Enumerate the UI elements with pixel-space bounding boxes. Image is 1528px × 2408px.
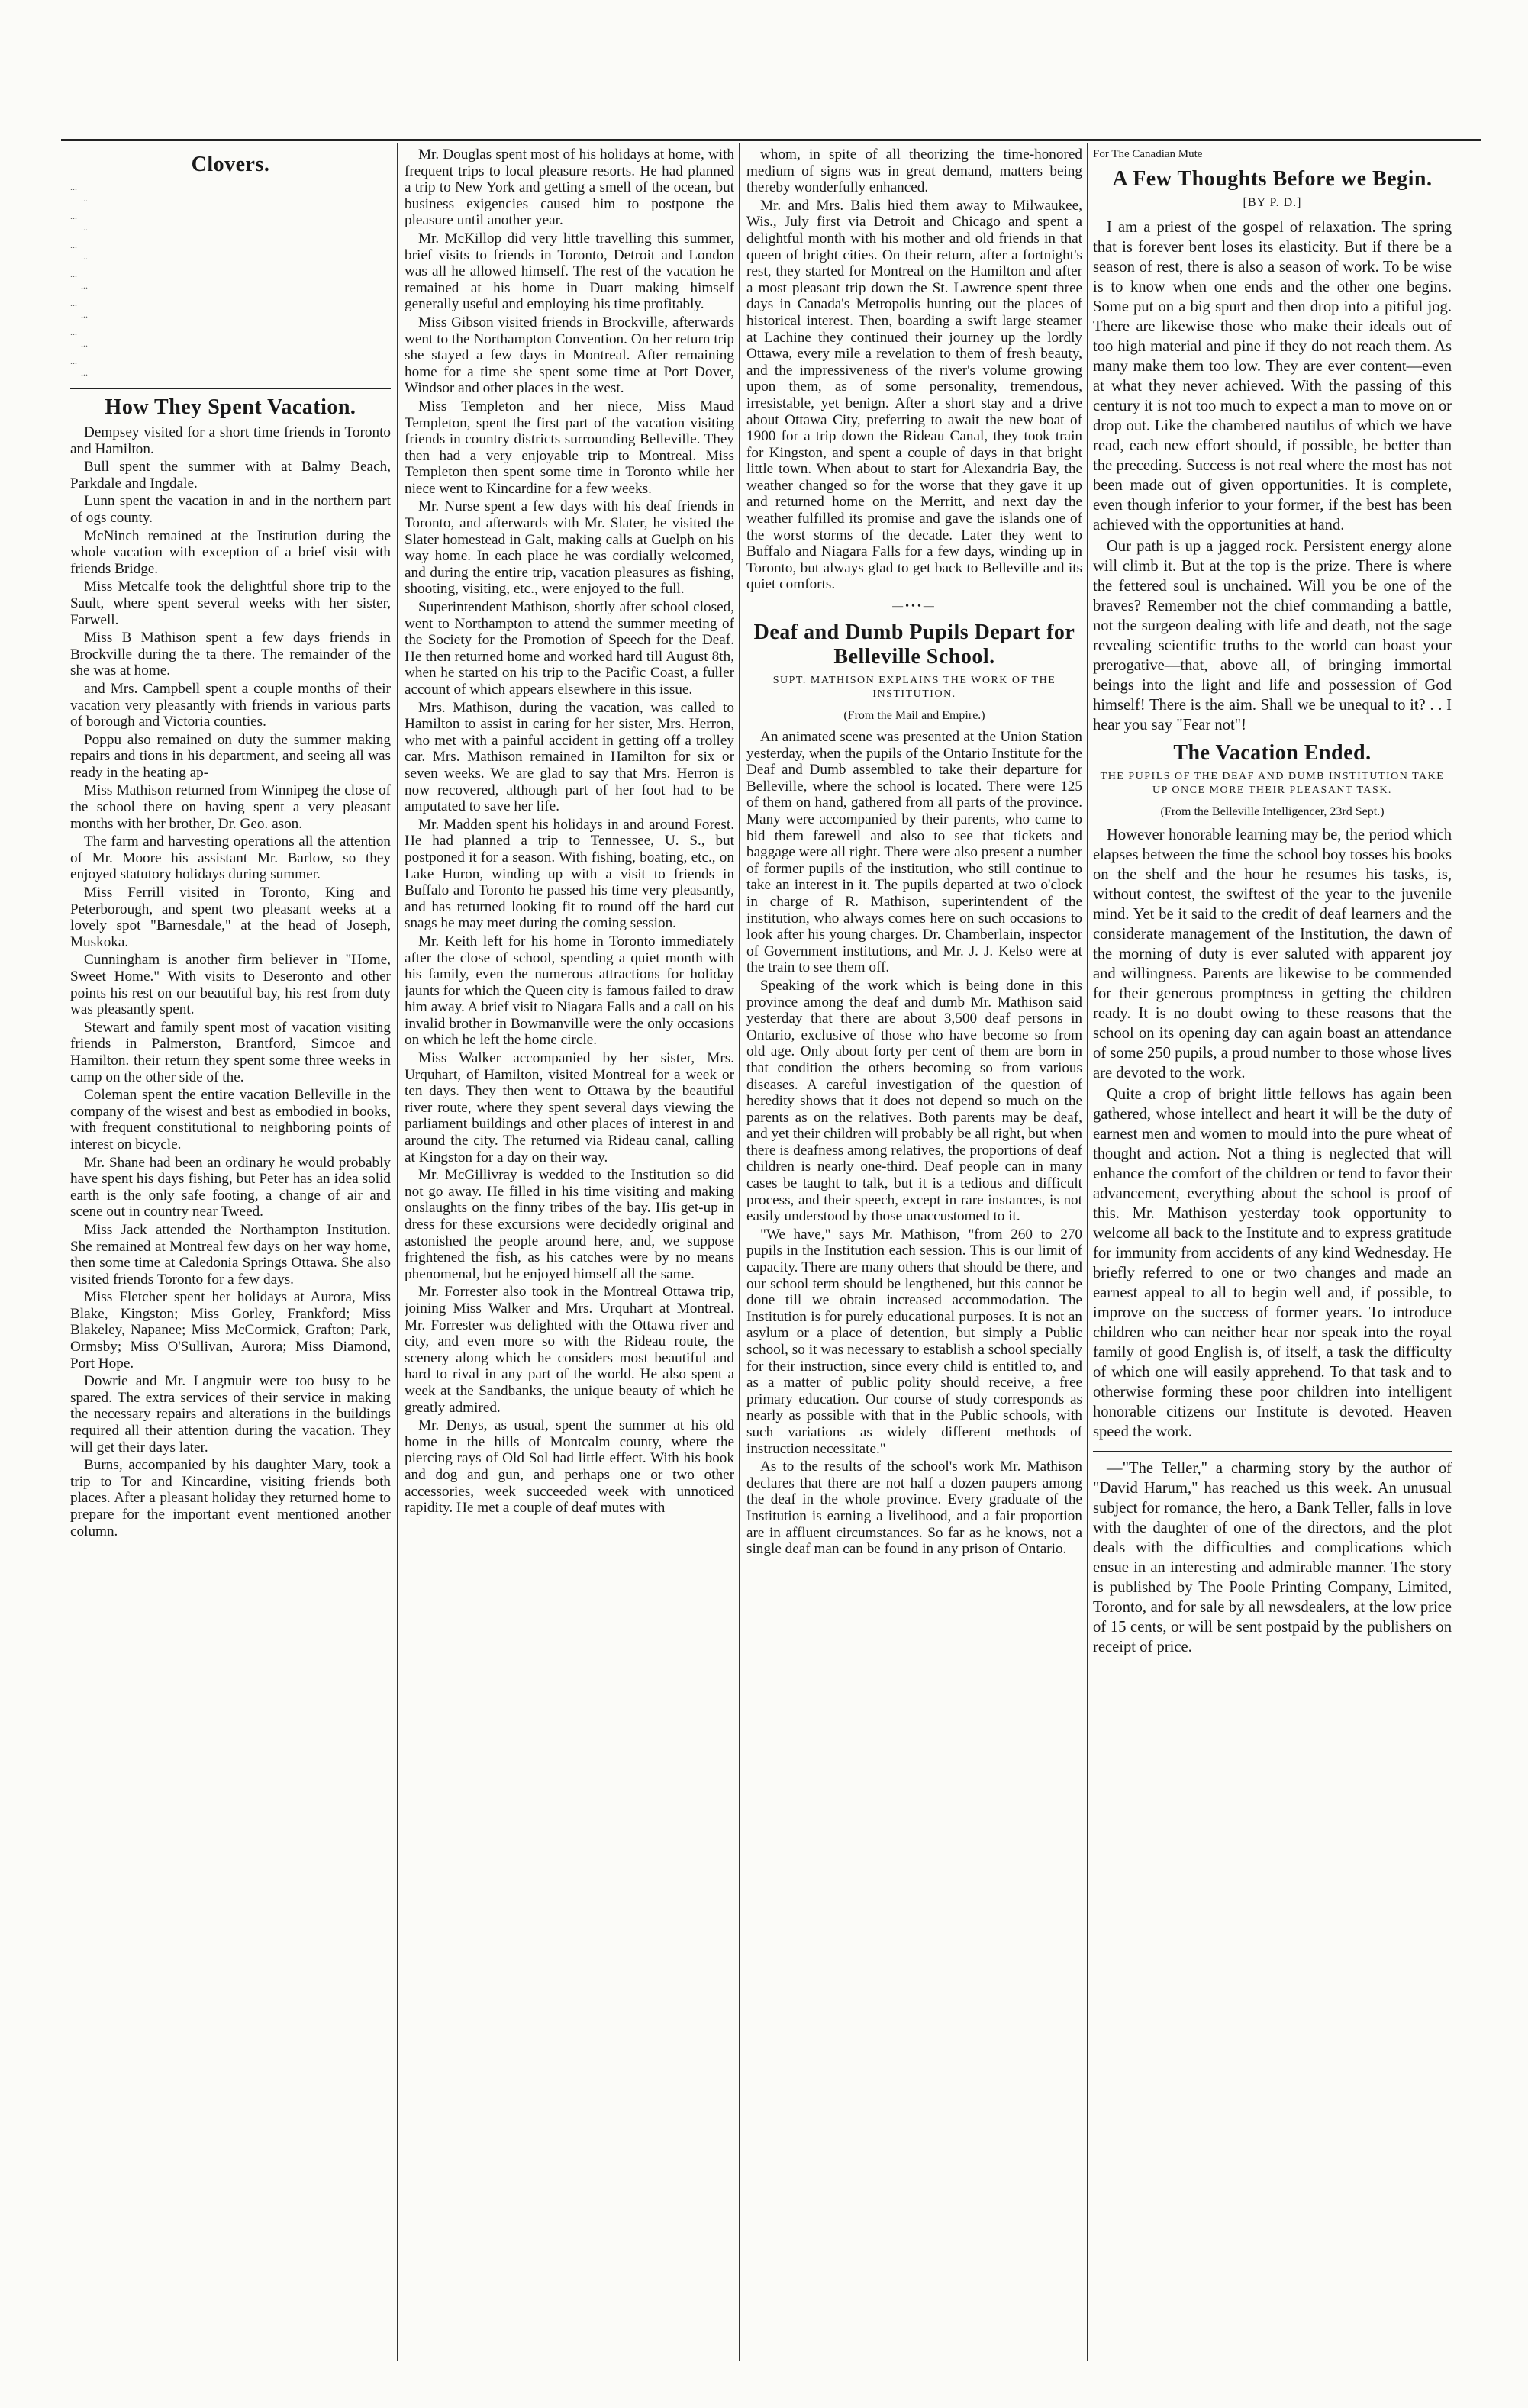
poem-stanza [70,356,391,379]
article-subhead: SUPT. MATHISON EXPLAINS THE WORK OF THE INSTITUTION. [772,675,1056,701]
article-title: Deaf and Dumb Pupils Depart for Belleville School. [753,621,1075,669]
poem [70,182,391,379]
column-1 [70,147,391,1541]
column-3 [746,147,1082,1559]
article-body [746,147,1082,593]
poem-line: ... [81,193,88,204]
paragraph: Mr. Douglas spent most of his holidays at home, with frequent trips to local pleasure resorts. He had planned a trip to New York and getting a smell of the ocean, but business exigencies caused him to postpone the pleasure until another year. [405,147,734,229]
poem-line: ... [81,251,88,262]
column-rule [1087,143,1088,2361]
paragraph: Mr. McGillivray is wedded to the Institution so did not go away. He filled in his time visiting and making onslaughts on the finny tribes of the bay. His get-up in dress for these excursions were decidedly original and astonished the people around here, and, we suppose frightened the fish, as his catches were by no means phenomenal, but he enjoyed himself all the same. [405,1167,734,1282]
poem-line: ... [81,338,88,349]
article-body [1093,825,1452,1442]
paragraph: Burns, accompanied by his daughter Mary, took a trip to Tor and Kincardine, visiting friends both places. After a pleasant holiday they returned home to prepare for the important event mentioned another column. [70,1457,391,1539]
paragraph: and Mrs. Campbell spent a couple months of their vacation very pleasantly with friends in various parts of borough and Victoria counties. [70,680,391,730]
paragraph: The farm and harvesting operations all the attention of Mr. Moore his assistant Mr. Barlow, so they enjoyed statutory holidays during summer. [70,833,391,883]
paragraph: Miss B Mathison spent a few days friends in Brockville during the ta there. The remainder of the she was at home. [70,630,391,679]
article-body [1093,218,1452,735]
paragraph: Miss Ferrill visited in Toronto, King and Peterborough, and spent two pleasant weeks at a lovely spot "Barnesdale," at the head of Joseph, Muskoka. [70,885,391,950]
paragraph: As to the results of the school's work Mr. Mathison declares that there are not half a dozen paupers among the deaf in the whole province. Every graduate of the Institution is earning a livelihood, and a fair proportion are in affluent circumstances. So far as he knows, not a single deaf man can be found in any prison of Ontario. [746,1459,1082,1558]
poem-stanza [70,269,391,292]
paragraph: Mr. Denys, as usual, spent the summer at his old home in the hills of Montcalm county, where the piercing rays of Old Sol had little effect. With his book and dog and gun, and perhaps one or two other accessories, week succeeded week with unnoticed rapidity. He met a couple of deaf mutes with [405,1417,734,1517]
poem-stanza [70,298,391,321]
paragraph: Miss Gibson visited friends in Brockville, afterwards went to the Northampton Convention. On her return trip she stayed a few days in Montreal. After remaining home for a time she spent some time at Port Dover, Windsor and other places in the west. [405,314,734,397]
paragraph: Miss Templeton and her niece, Miss Maud Templeton, spent the first part of the vacation visiting friends in country districts surrounding Belleville. They then had a very enjoyable trip to Montreal. Miss Templeton then spent some time in Toronto while her niece went to Kincardine for a few weeks. [405,398,734,497]
poem-line: ... [70,298,77,308]
poem-stanza [70,240,391,263]
poem-stanza [70,327,391,350]
paragraph: Bull spent the summer with at Balmy Beach, Parkdale and Ingdale. [70,459,391,492]
article-title: How They Spent Vacation. [105,395,356,419]
article-subhead: THE PUPILS OF THE DEAF AND DUMB INSTITUTION TAKE UP ONCE MORE THEIR PLEASANT TASK. [1100,771,1445,796]
paragraph: Miss Metcalfe took the delightful shore trip to the Sault, where spent several weeks with her sister, Farwell. [70,579,391,628]
poem-line: ... [70,240,77,250]
paragraph: Mrs. Mathison, during the vacation, was called to Hamilton to assist in caring for her sister, Mrs. Herron, who met with a painful accident in getting off a trolley car. Mrs. Mathison remained in Hamilton for six or seven weeks. We are glad to say that Mrs. Herron is now recovered, although part of her foot had to be amputated to save her life. [405,699,734,815]
paragraph: Our path is up a jagged rock. Persistent energy alone will climb it. But at the top is the prize. There is where the fettered soul is unchained. Will you be one of the braves? Remember not the chief commanding a battle, not the surgeon dealing with life and death, not the sage revealing scientific truths to the world can boast your prerogative—that, above all, of bringing immortal beings into the light and life and possession of God himself! There is the aim. Shall we be unequal to it? . . I hear you say "Fear not"! [1093,538,1452,733]
article-title: The Vacation Ended. [1173,741,1372,765]
byline: [BY P. D.] [1243,196,1302,209]
paragraph: Mr. Madden spent his holidays in and around Forest. He had planned a trip to Tennessee, U. S., but postponed it for a season. With fishing, boating, etc., on Lake Huron, winding up with a visit to friends in Buffalo and Toronto he passed his time very pleasantly, and has returned looking fit to round off the hard cut snags he may meet during the coming session. [405,816,734,932]
article-body [70,424,391,1539]
article-source: (From the Belleville Intelligencer, 23rd Sept.) [1160,805,1385,818]
column-rule [739,143,740,2361]
paragraph: McNinch remained at the Institution during the whole vacation with exception of a brief visit with friends Bridge. [70,527,391,577]
paragraph: Lunn spent the vacation in and in the northern part of ogs county. [70,493,391,526]
paragraph: Cunningham is another firm believer in "Home, Sweet Home." With visits to Deseronto and other points his rest on our beautiful bay, his rest from duty was pleasantly spent. [70,952,391,1018]
column-2 [405,147,734,1518]
poem-stanza [70,211,391,234]
poem-line: ... [81,367,88,378]
poem-line: ... [70,211,77,221]
poem-line: ... [70,356,77,366]
article-body [746,729,1082,1558]
poem-line: ... [81,309,88,320]
poem-line: ... [81,280,88,291]
paragraph: Dempsey visited for a short time friends in Toronto and Hamilton. [70,424,391,457]
paragraph: Coleman spent the entire vacation Belleville in the company of the wisest and best as embodied in books, with frequent constitutional to neighboring points of interest on bicycle. [70,1087,391,1152]
paragraph: Mr. Shane had been an ordinary he would probably have spent his days fishing, but Peter has an idea solid earth is the only safe footing, a change of air and scene out in country near Tweed. [70,1154,391,1220]
poem-line: ... [70,327,77,337]
poem-line: ... [81,222,88,233]
paragraph: Dowrie and Mr. Langmuir were too busy to be spared. The extra services of their service in making the necessary repairs and alterations in the buildings required all their attention during the vacation. They will get their days later. [70,1373,391,1455]
paragraph: Speaking of the work which is being done in this province among the deaf and dumb Mr. Mathison said yesterday that there are about 3,500 deaf persons in Ontario, exclusive of those who have become so from old age. Only about forty per cent of them are born in that condition the others becoming so from various diseases. A careful investigation of the question of heredity shows that it does not depend so much on the parents as on the relatives. Both parents may be deaf, and yet their children will probably be all right, but when there is deafness among relatives, the proportions of deaf children is nearly one-third. Deaf people can in many cases be taught to talk, but it is a tedious and difficult process, and their speech, except in rare instances, is not easily understood by those unaccustomed to it. [746,977,1082,1225]
divider-dash: —•••— [892,601,936,613]
poem-title: Clovers. [191,153,270,176]
paragraph: Miss Fletcher spent her holidays at Aurora, Miss Blake, Kingston; Miss Gorley, Frankford; Miss Blakeley, Napanee; Miss McCormick, Grafton; Park, Ormsby; Miss O'Sullivan, Aurora; Miss Diamond, Port Hope. [70,1289,391,1372]
column-4 [1093,147,1452,1659]
poem-stanza [70,182,391,205]
paragraph: Superintendent Mathison, shortly after school closed, went to Northampton to attend the summer meeting of the Society for the Promotion of Speech for the Deaf. He then returned home and worked hard till August 8th, when he started on his trip to the Pacific Coast, a fuller account of which appears elsewhere in this issue. [405,599,734,698]
paragraph: "We have," says Mr. Mathison, "from 260 to 270 pupils in the Institution each session. This is our limit of capacity. There are many others that should be there, and our school term should be lengthened, but this cannot be done till we obtain increased accommodation. The Institution is for purely educational purposes. It is not an asylum or a place of detention, but simply a Public school, so it was necessary to establish a school specially for their instruction, since every child is entitled to, and as a matter of public polity should receive, a free primary education. Our course of study corresponds as nearly as possible with that in the Public schools, with such variations as widely different methods of instruction necessitate." [746,1226,1082,1457]
paragraph: Mr. Keith left for his home in Toronto immediately after the close of school, spending a quiet month with his family, even the numerous attractions for holiday jaunts for which the Queen city is famous failed to draw him away. A brief visit to Niagara Falls and a call on his invalid brother in Bowmanville were the only occasions on which he left the home circle. [405,933,734,1049]
paragraph: An animated scene was presented at the Union Station yesterday, when the pupils of the Ontario Institute for the Deaf and Dumb assembled to take their departure for Belleville, where the school is located. There were 125 of them on hand, gathered from all parts of the province. Many were accompanied by their parents, who came to bid them farewell and also to see that tickets and baggage were all right. There were also present a number of former pupils of the institution, who still continue to take an interest in it. The pupils departed at two o'clock in charge of R. Mathison, superintendent of the institution, who always comes here on such occasions to look after his young charges. Dr. Chamberlain, inspector of Government institutions, and Mr. J. J. Kelso were at the train to see them off. [746,729,1082,976]
paragraph: I am a priest of the gospel of relaxation. The spring that is forever bent loses its elasticity. But if there be a season of rest, there is also a season of work. To be wise is to know when one ends and the other one begins. Some put on a big spurt and then drop into a pitiful jog. There are likewise those who make their ideals out of too high material and pine if they do not reach them. As many make them too low. They are ever content—even at what they never achieved. With the passing of this century it is not too much to expect a man to move on or drop out. Like the chambered nautilus of which we have read, each new effort should, if possible, be better than the preceding. Success is not real where the most has not been made out of given opportunities. It is complete, even though inferior to your former, if the best has been achieved with the opportunities at hand. [1093,219,1452,533]
paragraph: However honorable learning may be, the period which elapses between the time the school boy tosses his books on the shelf and the hour he resumes his tasks, is, without contest, the swiftest of the year to the juvenile mind. Yet be it said to the credit of deaf learners and the considerate management of the Institution, the dawn of the morning of duty is ever saluted with apparent joy and willingness. Parents are likewise to be commended for their generous promptness in getting the children ready. It is no doubt owing to these reasons that the school on its opening day can again boast an attendance of some 250 pupils, a proud number to those whose lives are devoted to the work. [1093,827,1452,1082]
paragraph: Mr. Forrester also took in the Montreal Ottawa trip, joining Miss Walker and Mrs. Urquhart at Montreal. Mr. Forrester was delighted with the Ottawa river and city, and even more so with the Rideau route, the scenery along which he considers most beautiful and hard to rival in any part of the world. He also spent a week at the Sandbanks, the unique beauty of which he greatly admired. [405,1284,734,1416]
article-body [405,147,734,1517]
paragraph: Quite a crop of bright little fellows has again been gathered, whose intellect and heart it will be the duty of earnest men and women to mould into the pure wheat of thought and action. Not a thing is neglected that will enhance the comfort of the children or tend to favor their advancement, everything about the school is proof of this. Mr. Mathison yesterday took opportunity to welcome all back to the Institute and to express gratitude for immunity from accidents of any kind Wednesday. He briefly referred to one or two changes and made an earnest appeal to all to begin well and, if possible, to improve on the success of former years. To introduce children who can neither hear nor speak into the royal family of good English is, of itself, a task the difficulty of which one will easily apprehend. To that task and to otherwise forming these poor children into intelligent honorable citizens our Institute is devoted. Heaven speed the work. [1093,1086,1452,1440]
paragraph: Mr. Nurse spent a few days with his deaf friends in Toronto, and afterwards with Mr. Slater, he visited the Slater homestead in Galt, making calls at Guelph on his way home. In each place he was cordially welcomed, and during the entire trip, vacation pleasures as fishing, shooting, visiting, etc., were enjoyed to the full. [405,498,734,598]
paragraph: Mr. McKillop did very little travelling this summer, brief visits to friends in Toronto, Detroit and London was all he allowed himself. The rest of the vacation he remained at his home in Duart making himself generally useful and employing his time profitably. [405,230,734,313]
article-source: (From the Mail and Empire.) [843,709,985,723]
poem-line: ... [70,269,77,279]
column-rule [397,143,398,2361]
article-title: A Few Thoughts Before we Begin. [1112,167,1433,191]
paragraph: Mr. and Mrs. Balis hied them away to Milwaukee, Wis., July first via Detroit and Chicago and spent a delightful month with his mother and old friends in that queen of bright cities. On their return, after a fortnight's rest, they started for Montreal on the Hamilton and after a most pleasant trip down the St. Lawrence spent three days in Canada's Metropolis hunting out the places of historical interest. Then, boarding a swift large steamer at Lachine they continued their journey up the lordly Ottawa, every mile a revelation to them of fresh beauty, and the impressiveness of the river's volume growing upon them, as of some personality, tremendous, irresistable, yet benign. After a short stay and a drive about Ottawa City, preferring to await the new boat of 1900 for a trip down the Rideau Canal, they took train for Kingston, and spent a couple of days in that bright little town. When about to start for Alexandria Bay, the weather changed so for the worse that they gave it up and returned home on the Merritt, and next day the weather fulfilled its promise and gave the islands one of the worst storms of the decade. Later they went to Buffalo and Niagara Falls for a few days, winding up in Toronto, but always glad to get back to Belleville and its quiet comforts. [746,197,1082,593]
top-rule [61,139,1481,141]
credit-line: For The Canadian Mute [1093,148,1203,160]
paragraph: Miss Jack attended the Northampton Institution. She remained at Montreal few days on her way home, then some time at Caledonia Springs Ottawa. She also visited friends Toronto for a few days. [70,1221,391,1288]
paragraph: whom, in spite of all theorizing the time-honored medium of signs was in great demand, matters being thereby wonderfully enhanced. [746,147,1082,196]
divider [1093,1451,1452,1452]
paragraph: Poppu also remained on duty the summer making repairs and tions in his department, and seeing all was ready in the heating ap- [70,731,391,781]
divider [70,388,391,389]
paragraph: Miss Mathison returned from Winnipeg the close of the school there on having spent a very pleasant months with her brother, Dr. Geo. ason. [70,782,391,832]
paragraph: Miss Walker accompanied by her sister, Mrs. Urquhart, of Hamilton, visited Montreal for a week or ten days. They then went to Ottawa by the beautiful river route, where they spent several days viewing the parliament buildings and other places of interest in and around the city. The returned via Rideau canal, calling at Kingston for a day on their way. [405,1050,734,1165]
notice-paragraph: —"The Teller," a charming story by the author of "David Harum," has reached us this week. An unusual subject for romance, the hero, a Bank Teller, falls in love with the daughter of one of the directors, and the plot deals with the difficulties and complications which ensue in an interesting and admirable manner. The story is published by The Poole Printing Company, Limited, Toronto, and for sale by all newsdealers, at the low price of 15 cents, or will be sent postpaid by the publishers on receipt of price. [1093,1460,1452,1655]
paragraph: Stewart and family spent most of vacation visiting friends in Palmerston, Brantford, Simcoe and Hamilton. their return they spent some three weeks in camp on the other side of the. [70,1019,391,1085]
poem-line: ... [70,182,77,192]
